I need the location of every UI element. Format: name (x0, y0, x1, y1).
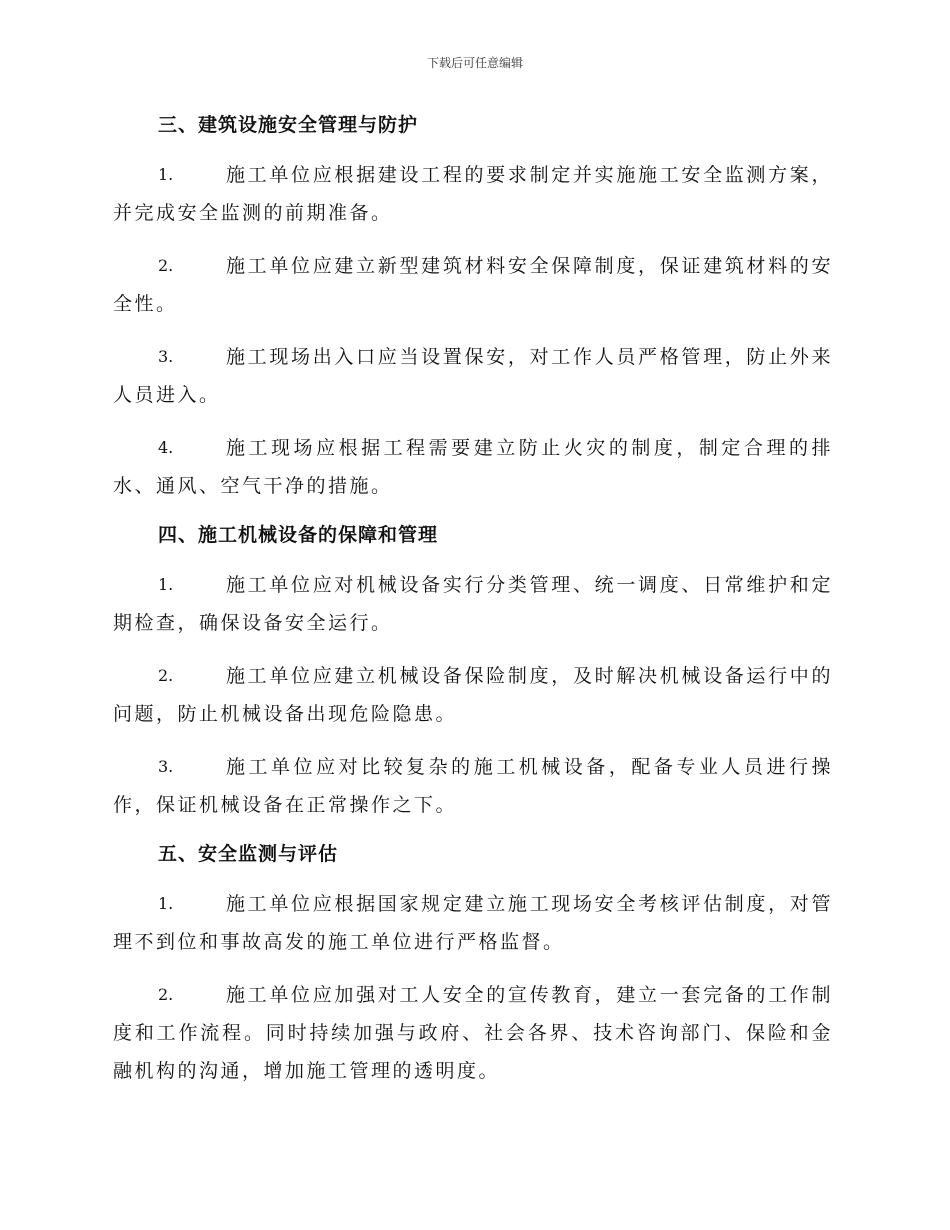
item-text: 施工单位应建立新型建筑材料安全保障制度，保证建筑材料的安全性。 (113, 255, 833, 315)
list-item (113, 247, 833, 323)
item-number: 2. (158, 666, 174, 685)
list-item (113, 566, 833, 642)
list-item (113, 156, 833, 232)
item-text: 施工单位应对比较复杂的施工机械设备，配备专业人员进行操作，保证机械设备在正常操作之下。 (113, 756, 833, 816)
item-text: 施工单位应建立机械设备保险制度，及时解决机械设备运行中的问题，防止机械设备出现危险隐患。 (113, 665, 833, 725)
item-text: 施工单位应对机械设备实行分类管理、统一调度、日常维护和定期检查，确保设备安全运行。 (113, 574, 833, 634)
item-text: 施工单位应根据建设工程的要求制定并实施施工安全监测方案，并完成安全监测的前期准备。 (113, 164, 833, 224)
list-item (113, 885, 833, 961)
item-number: 2. (158, 985, 174, 1004)
item-text: 施工单位应加强对工人安全的宣传教育，建立一套完备的工作制度和工作流程。同时持续加强与政府、社会各界、技术咨询部门、保险和金融机构的沟通，增加施工管理的透明度。 (113, 984, 833, 1082)
item-number: 1. (158, 165, 174, 184)
item-number: 1. (158, 575, 174, 594)
list-item (113, 429, 833, 505)
section-5 (113, 839, 833, 1090)
item-number: 3. (158, 757, 174, 776)
document-body (113, 110, 833, 1090)
item-number: 1. (158, 894, 174, 913)
list-item (113, 338, 833, 414)
item-text: 施工现场应根据工程需要建立防止火灾的制度，制定合理的排水、通风、空气干净的措施。 (113, 437, 833, 497)
item-text: 施工现场出入口应当设置保安，对工作人员严格管理，防止外来人员进入。 (113, 346, 833, 406)
section-heading: 五、安全监测与评估 (158, 843, 339, 865)
section-3 (113, 110, 833, 505)
section-4 (113, 520, 833, 824)
section-heading: 四、施工机械设备的保障和管理 (158, 524, 439, 546)
list-item (113, 748, 833, 824)
item-number: 3. (158, 347, 174, 366)
item-number: 2. (158, 256, 174, 275)
list-item (113, 657, 833, 733)
item-number: 4. (158, 438, 174, 457)
list-item (113, 976, 833, 1090)
page-header: 下载后可任意编辑 (426, 56, 523, 70)
item-text: 施工单位应根据国家规定建立施工现场安全考核评估制度，对管理不到位和事故高发的施工单位进行严格监督。 (113, 893, 833, 953)
section-heading: 三、建筑设施安全管理与防护 (158, 114, 419, 136)
